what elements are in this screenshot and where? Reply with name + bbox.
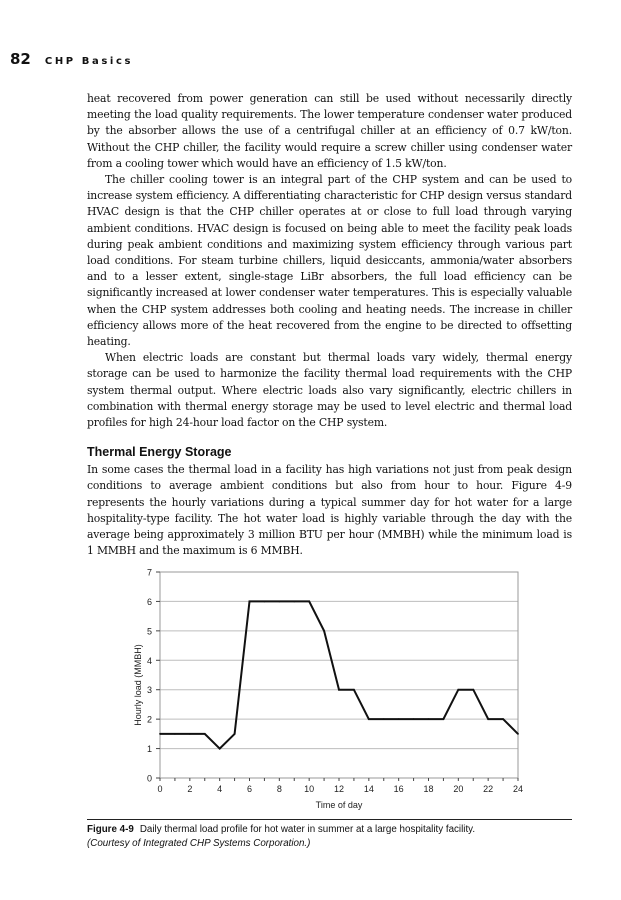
data-point bbox=[398, 718, 400, 720]
data-point bbox=[234, 733, 236, 735]
data-point bbox=[368, 718, 370, 720]
x-tick-label: 12 bbox=[333, 784, 345, 794]
figure-chart bbox=[130, 560, 530, 820]
x-tick-label: 14 bbox=[363, 784, 374, 794]
y-tick-label: 2 bbox=[146, 714, 152, 725]
data-point bbox=[457, 689, 459, 691]
data-point bbox=[472, 689, 474, 691]
running-title: CHP Basics bbox=[44, 56, 134, 67]
data-point bbox=[219, 748, 221, 750]
x-tick-label: 0 bbox=[157, 784, 163, 794]
data-point bbox=[443, 718, 445, 720]
x-tick-label: 8 bbox=[276, 784, 282, 794]
page-number: 82 bbox=[10, 50, 31, 68]
plot-frame bbox=[160, 572, 518, 778]
y-tick-label: 7 bbox=[146, 567, 152, 578]
y-tick-label: 0 bbox=[146, 773, 152, 784]
data-point bbox=[159, 733, 161, 735]
y-tick-label: 6 bbox=[146, 596, 152, 607]
running-head bbox=[10, 50, 133, 70]
body-text bbox=[87, 91, 572, 559]
data-point bbox=[502, 718, 504, 720]
paragraph-1: heat recovered from power generation can still be used without necessarily directly meeting the load quality requirements. The lower temperature condenser water produced by the absorber allows the use of a centrifugal chiller at an efficiency of 0.7 kW/ton. Without the CHP chiller, the facility would require a screw chiller using condenser water from a cooling tower which would have an efficiency of 1.5 kW/ton. bbox=[87, 92, 572, 170]
figure-caption bbox=[87, 823, 572, 851]
data-point bbox=[413, 718, 415, 720]
y-tick-label: 3 bbox=[146, 685, 152, 696]
x-tick-label: 6 bbox=[246, 784, 253, 794]
data-point bbox=[189, 733, 191, 735]
data-point bbox=[308, 601, 310, 603]
section-heading: Thermal Energy Storage bbox=[87, 445, 232, 460]
y-axis-label: Hourly load (MMBH) bbox=[133, 644, 143, 726]
series-line bbox=[160, 601, 518, 748]
x-tick-label: 20 bbox=[453, 784, 464, 794]
x-tick-label: 4 bbox=[217, 784, 223, 794]
load-profile-chart bbox=[130, 560, 530, 820]
data-point bbox=[264, 601, 266, 603]
x-tick-label: 16 bbox=[393, 784, 404, 794]
data-point bbox=[204, 733, 206, 735]
x-axis-label: Time of day bbox=[315, 800, 363, 810]
figure-label: Figure 4-9 bbox=[87, 824, 134, 835]
data-point bbox=[323, 630, 325, 632]
figure-credit: (Courtesy of Integrated CHP Systems Corporation.) bbox=[87, 838, 311, 849]
paragraph-3: When electric loads are constant but thermal loads vary widely, thermal energy storage can be used to harmonize the facility thermal load requirements with the CHP system thermal output. Where electric loads also vary significantly, electric chillers in combination with thermal energy storage may be used to level electric and thermal load profiles for high 24-hour load factor on the CHP system. bbox=[87, 351, 572, 430]
paragraph-2: The chiller cooling tower is an integral part of the CHP system and can be used to increase system efficiency. A differentiating characteristic for CHP design versus standard HVAC design is that the CHP chiller operates at or close to full load through varying ambient conditions. HVAC design is focused on being able to meet the facility peak loads during peak ambient conditions and maximizing system efficiency through various part load conditions. For steam turbine chillers, liquid desiccants, ammonia/water absorbers and to a lesser extent, single-stage LiBr absorbers, the full load efficiency can be significantly increased at lower condenser water temperatures. This is especially valuable when the CHP system addresses both cooling and heating needs. The increase in chiller efficiency allows more of the heat recovered from the engine to be directed to offsetting heating. bbox=[87, 173, 572, 349]
data-point bbox=[517, 733, 519, 735]
data-point bbox=[353, 689, 355, 691]
data-point bbox=[278, 601, 280, 603]
data-point bbox=[338, 689, 340, 691]
y-tick-label: 5 bbox=[146, 626, 152, 637]
y-tick-label: 1 bbox=[146, 744, 152, 755]
x-tick-label: 2 bbox=[187, 784, 193, 794]
data-point bbox=[174, 733, 176, 735]
x-tick-label: 24 bbox=[512, 784, 524, 794]
data-point bbox=[487, 718, 489, 720]
data-point bbox=[249, 601, 251, 603]
data-point bbox=[293, 601, 295, 603]
caption-rule bbox=[87, 819, 572, 820]
figure-caption-text: Daily thermal load profile for hot water in summer at a large hospitality facility. bbox=[139, 824, 476, 835]
x-tick-label: 22 bbox=[483, 784, 494, 794]
x-tick-label: 10 bbox=[304, 784, 315, 794]
section-paragraph: In some cases the thermal load in a facility has high variations not just from peak design conditions to average ambient conditions but also from hour to hour. Figure 4-9 represents the hourly variations during a typical summer day for hot water for a large hospitality-type facility. The hot water load is highly variable through the day with the average being approximately 3 million BTU per hour (MMBH) while the minimum load is 1 MMBH and the maximum is 6 MMBH. bbox=[87, 463, 572, 558]
data-point bbox=[428, 718, 430, 720]
y-tick-label: 4 bbox=[146, 655, 152, 666]
x-tick-label: 18 bbox=[423, 784, 434, 794]
data-point bbox=[383, 718, 385, 720]
